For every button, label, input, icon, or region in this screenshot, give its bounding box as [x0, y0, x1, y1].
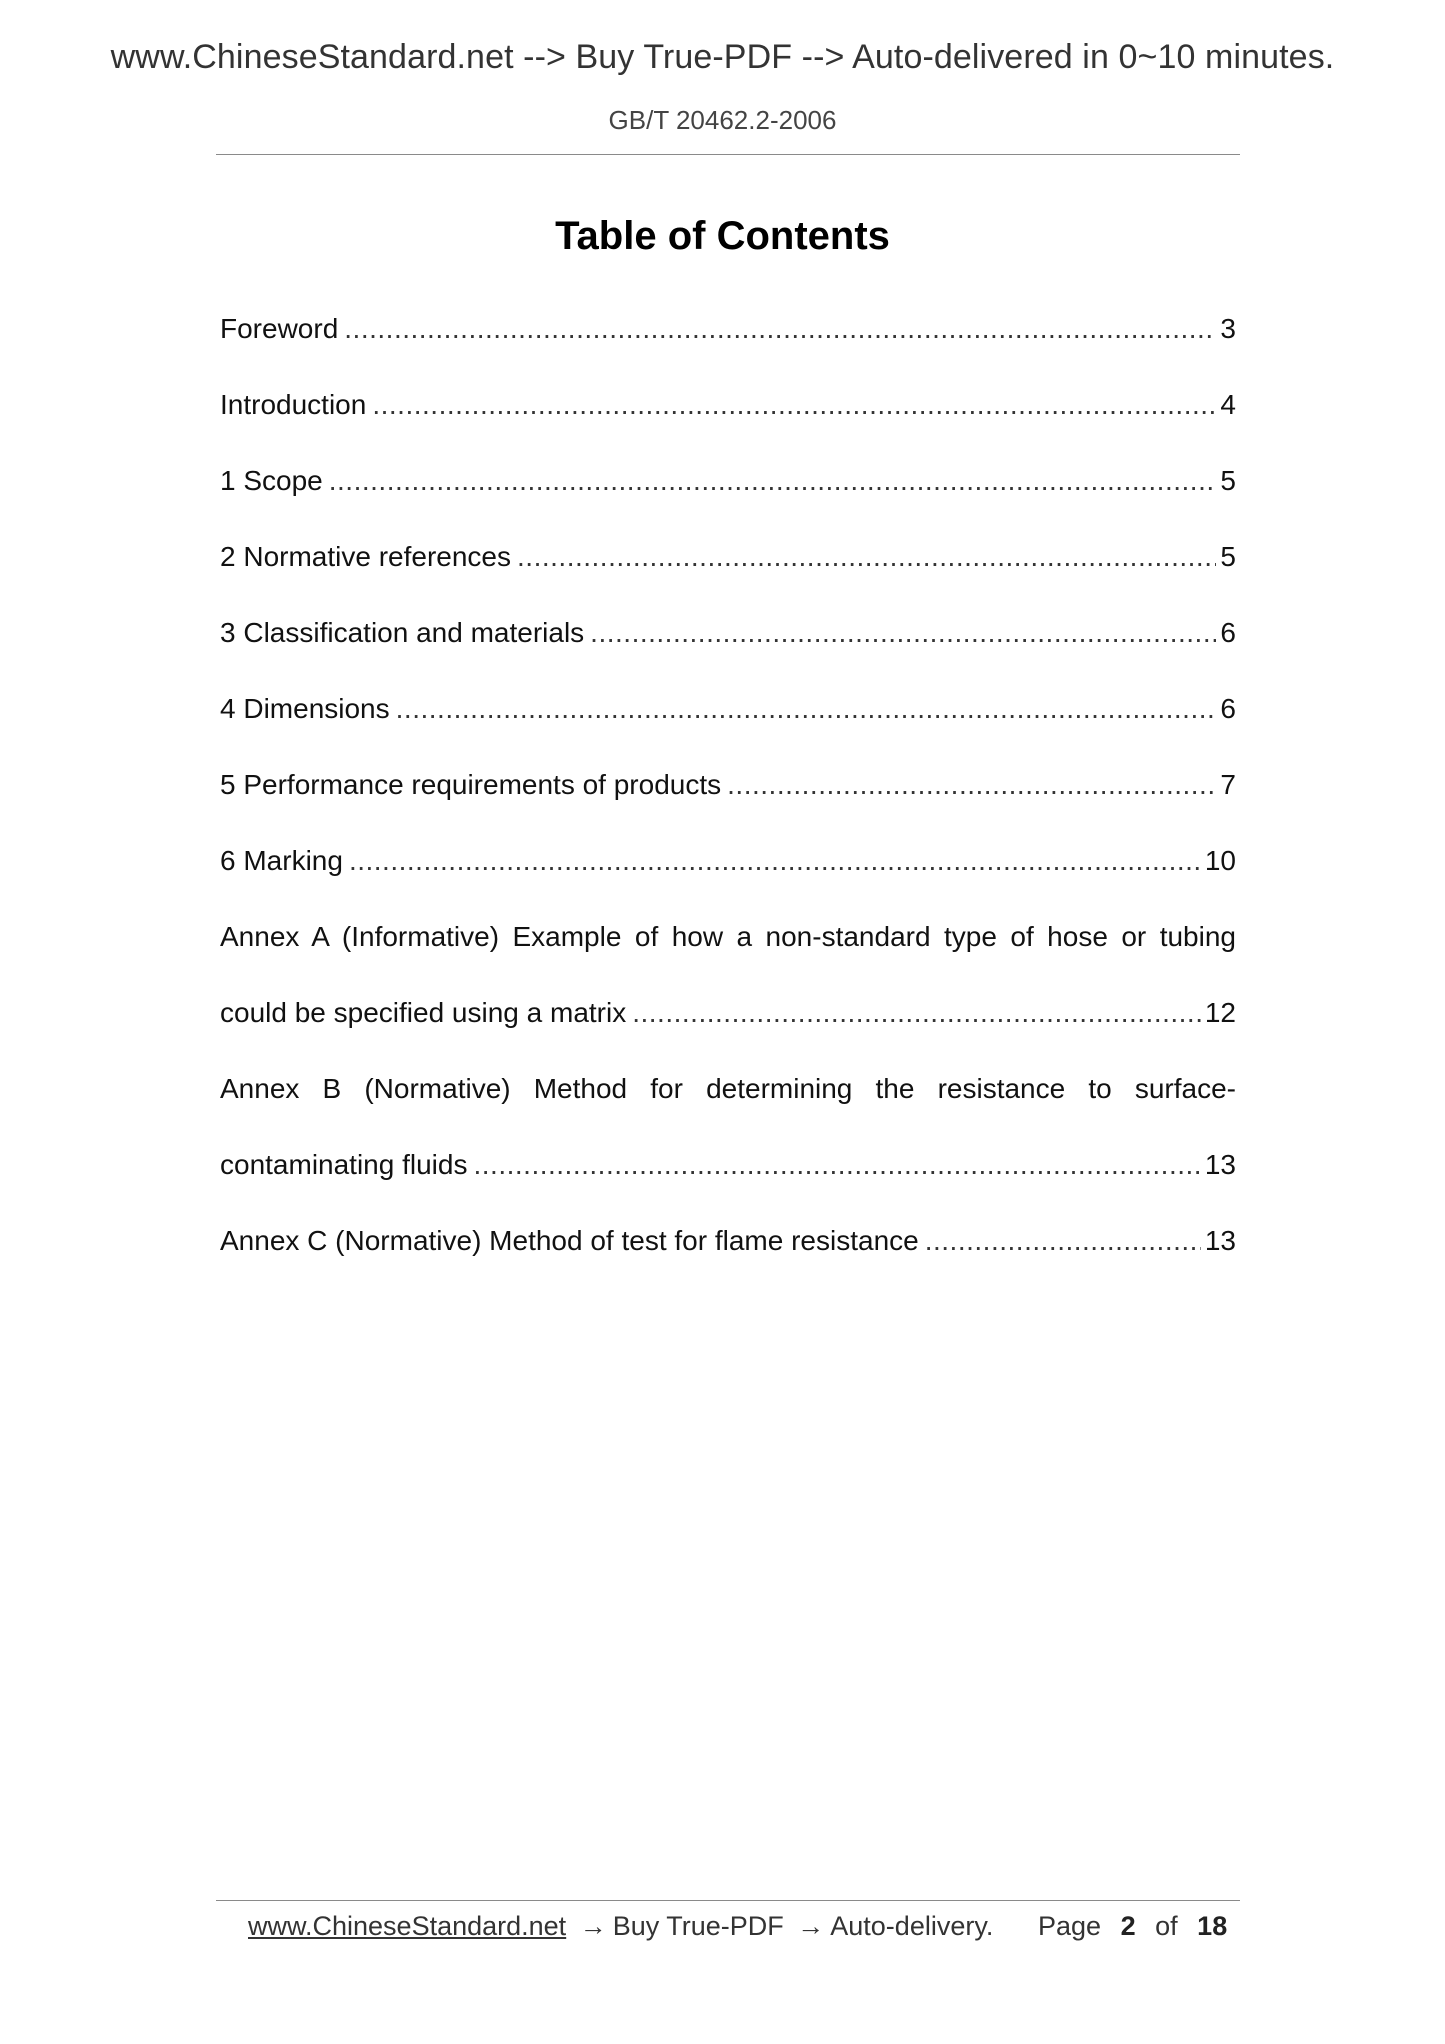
- toc-entry-dimensions[interactable]: [220, 686, 1236, 762]
- dot-leader: [727, 762, 1216, 808]
- toc-entry-annex-b[interactable]: [220, 1142, 1236, 1218]
- toc-entry-page: 13: [1204, 1225, 1236, 1256]
- toc-entry-label: 5 Performance requirements of products: [220, 769, 722, 800]
- dot-leader: [329, 458, 1217, 504]
- toc-entry-annex-c[interactable]: [220, 1218, 1236, 1294]
- toc-entry-label: 4 Dimensions: [220, 693, 390, 724]
- table-of-contents: [220, 306, 1236, 1294]
- dot-leader: [925, 1218, 1201, 1264]
- dot-leader: [517, 534, 1216, 580]
- toc-entry-label: Foreword: [220, 313, 339, 344]
- dot-leader: [396, 686, 1217, 732]
- page-footer: [248, 1900, 1228, 1952]
- page-of: of: [1155, 1911, 1178, 1941]
- toc-entry-page: 10: [1204, 845, 1236, 876]
- toc-entry-page: 12: [1204, 997, 1236, 1028]
- header-divider: [216, 154, 1240, 155]
- dot-leader: [590, 610, 1216, 656]
- page-label: Page: [1038, 1911, 1102, 1941]
- dot-leader: [632, 990, 1201, 1036]
- arrow-right-icon: →: [797, 1911, 825, 1941]
- page-total: 18: [1197, 1911, 1228, 1941]
- toc-entry-page: 13: [1204, 1149, 1236, 1180]
- dot-leader: [344, 306, 1216, 352]
- toc-entry-label: 1 Scope: [220, 465, 323, 496]
- toc-entry-page: 4: [1220, 389, 1236, 420]
- toc-entry-page: 7: [1220, 769, 1236, 800]
- toc-entry-normative-references[interactable]: [220, 534, 1236, 610]
- toc-entry-page: 3: [1220, 313, 1236, 344]
- toc-entry-page: 6: [1220, 693, 1236, 724]
- footer-website-link[interactable]: www.ChineseStandard.net: [248, 1911, 567, 1941]
- standard-code: GB/T 20462.2-2006: [608, 105, 837, 135]
- toc-entry-page: 6: [1220, 617, 1236, 648]
- toc-entry-label: Annex C (Normative) Method of test for flame resistance: [220, 1225, 919, 1256]
- header-banner: www.ChineseStandard.net --> Buy True-PDF --> Auto-delivered in 0~10 minutes.: [110, 38, 1335, 76]
- page-current: 2: [1120, 1911, 1136, 1941]
- toc-entry-label: 3 Classification and materials: [220, 617, 585, 648]
- toc-entry-annex-a-line1[interactable]: Annex A (Informative) Example of how a non-standard type of hose or tubing: [220, 921, 1236, 952]
- toc-entry-label: could be specified using a matrix: [220, 997, 627, 1028]
- footer-delivery-text: Auto-delivery.: [830, 1911, 994, 1941]
- footer-buy-text: Buy True-PDF: [612, 1911, 784, 1941]
- toc-entry-page: 5: [1220, 465, 1236, 496]
- toc-entry-label: contaminating fluids: [220, 1149, 468, 1180]
- toc-entry-annex-b-line1[interactable]: Annex B (Normative) Method for determining the resistance to surface-: [220, 1073, 1236, 1104]
- toc-entry-foreword[interactable]: [220, 306, 1236, 382]
- toc-entry-scope[interactable]: [220, 458, 1236, 534]
- toc-entry-performance[interactable]: [220, 762, 1236, 838]
- page-title: Table of Contents: [555, 214, 890, 258]
- toc-entry-page: 5: [1220, 541, 1236, 572]
- dot-leader: [349, 838, 1201, 884]
- toc-entry-label: 2 Normative references: [220, 541, 512, 572]
- toc-entry-introduction[interactable]: [220, 382, 1236, 458]
- toc-entry-annex-a[interactable]: [220, 990, 1236, 1066]
- toc-entry-label: Introduction: [220, 389, 367, 420]
- arrow-right-icon: →: [579, 1911, 607, 1941]
- dot-leader: [372, 382, 1216, 428]
- toc-entry-marking[interactable]: [220, 838, 1236, 914]
- toc-entry-label: 6 Marking: [220, 845, 343, 876]
- page-number: [1038, 1900, 1227, 1952]
- toc-entry-classification[interactable]: [220, 610, 1236, 686]
- dot-leader: [473, 1142, 1200, 1188]
